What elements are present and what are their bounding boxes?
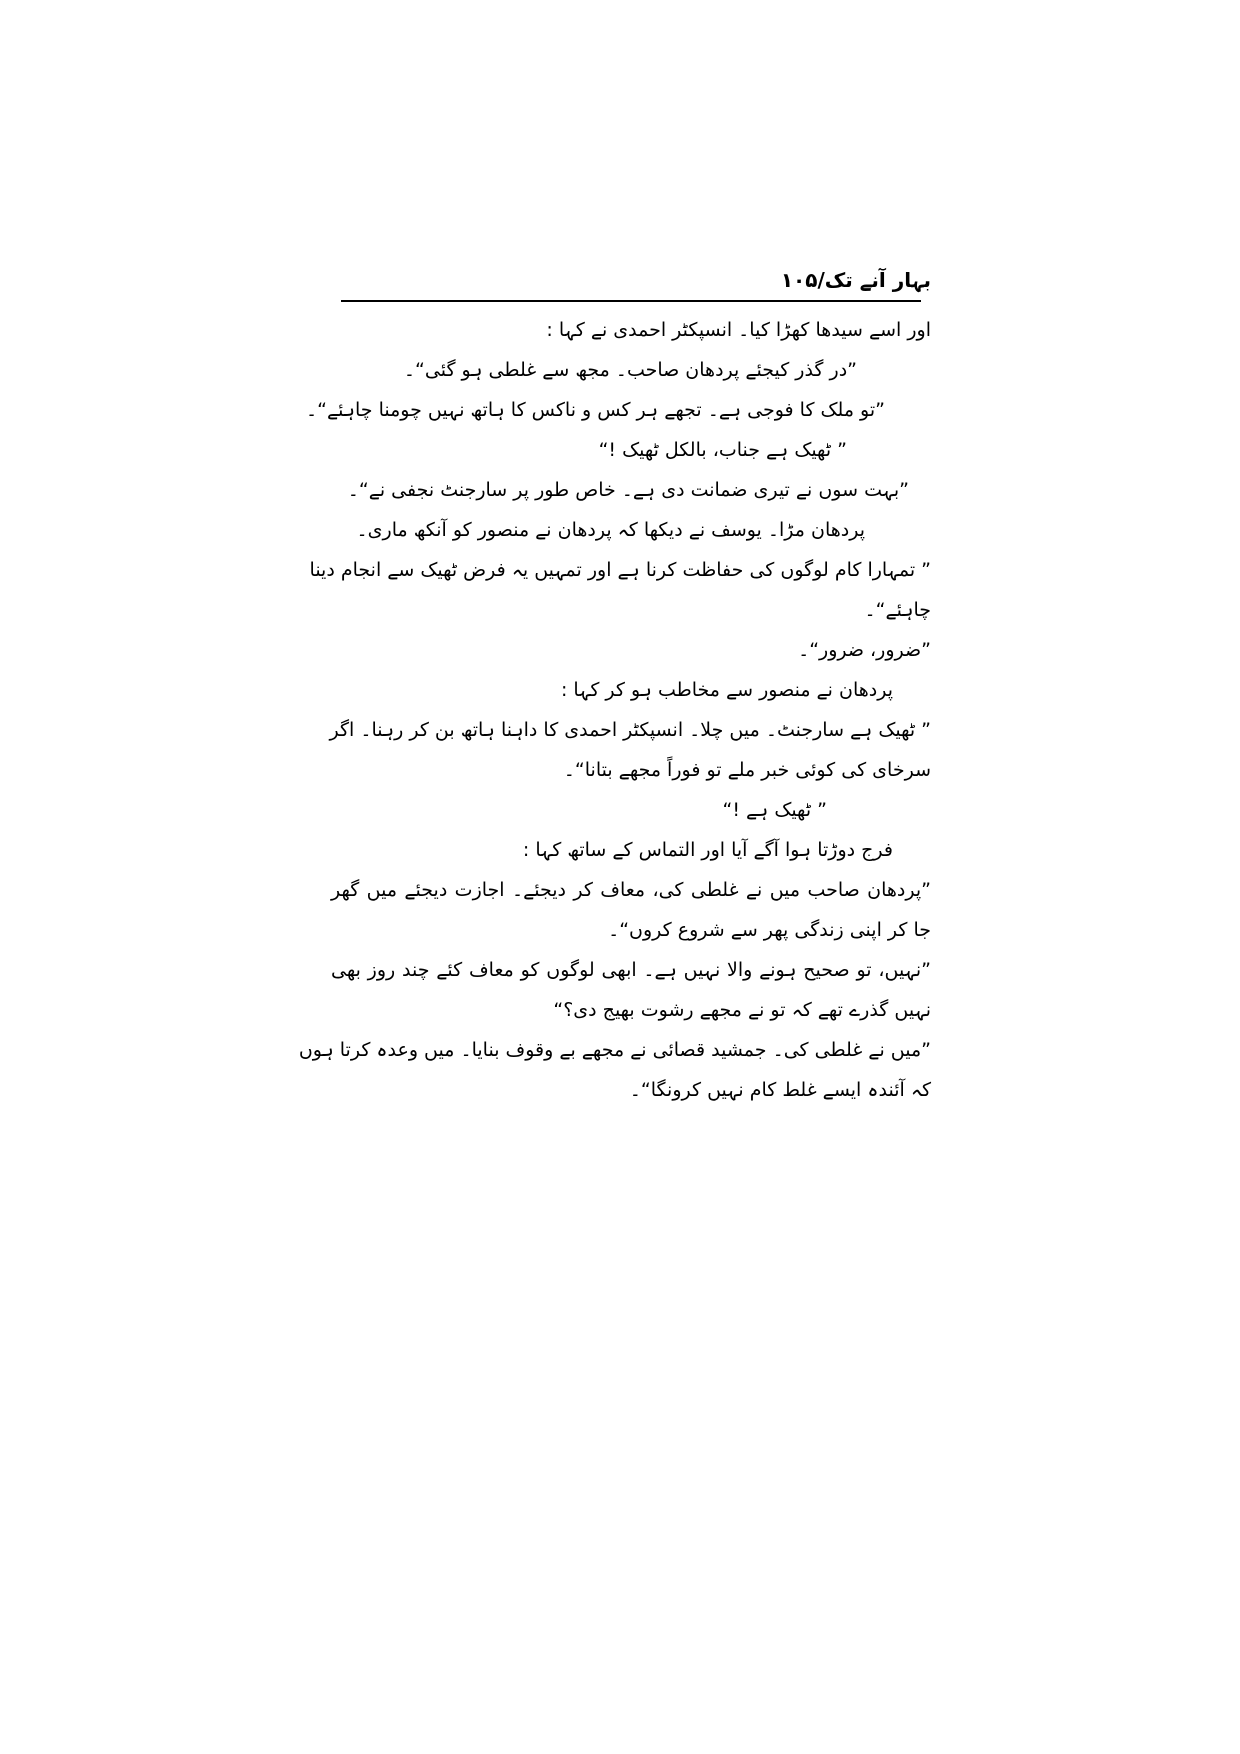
running-header: بہار آنے تک/۱۰۵: [780, 268, 931, 292]
text-line: پردھان مڑا۔ یوسف نے دیکھا کہ پردھان نے منصور کو آنکھ ماری۔: [356, 519, 865, 541]
text-line: ”ضرور، ضرور“۔: [798, 639, 931, 661]
text-line: ”تو ملک کا فوجی ہے۔ تجھے ہر کس و ناکس کا ہاتھ نہیں چومنا چاہئے“۔: [306, 399, 885, 421]
text-line: ” ٹھیک ہے !“: [722, 799, 827, 821]
text-line: کہ آئندہ ایسے غلط کام نہیں کرونگا“۔: [629, 1079, 931, 1101]
text-line: جا کر اپنی زندگی پھر سے شروع کروں“۔: [608, 919, 931, 941]
text-line: ” ٹھیک ہے جناب، بالکل ٹھیک !“: [598, 439, 847, 461]
text-line: ”در گذر کیجئے پردھان صاحب۔ مجھ سے غلطی ہو گئی“۔: [403, 359, 857, 381]
text-line: ”پردھان صاحب میں نے غلطی کی، معاف کر دیجئے۔ اجازت دیجئے میں گھر: [331, 879, 931, 901]
text-line: چاہئے“۔: [864, 599, 931, 621]
text-line: ”میں نے غلطی کی۔ جمشید قصائی نے مجھے بے وقوف بنایا۔ میں وعدہ کرتا ہوں: [298, 1039, 931, 1061]
text-line: ” تمہارا کام لوگوں کی حفاظت کرنا ہے اور تمہیں یہ فرض ٹھیک سے انجام دینا: [309, 559, 931, 581]
text-line: نہیں گذرے تھے کہ تو نے مجھے رشوت بھیج دی؟“: [553, 999, 931, 1021]
text-line: پردھان نے منصور سے مخاطب ہو کر کہا :: [560, 679, 893, 701]
text-line: ”نہیں، تو صحیح ہونے والا نہیں ہے۔ ابھی لوگوں کو معاف کئے چند روز بھی: [331, 959, 931, 981]
text-line: ” ٹھیک ہے سارجنٹ۔ میں چلا۔ انسپکٹر احمدی کا داہنا ہاتھ بن کر رہنا۔ اگر: [329, 719, 931, 741]
text-line: اور اسے سیدھا کھڑا کیا۔ انسپکٹر احمدی نے کہا :: [546, 319, 931, 341]
body-text: [298, 310, 931, 1110]
text-line: ”بہت سوں نے تیری ضمانت دی ہے۔ خاص طور پر سارجنٹ نجفی نے“۔: [347, 479, 909, 501]
header-rule: [341, 300, 921, 302]
text-line: سرخای کی کوئی خبر ملے تو فوراً مجھے بتانا“۔: [563, 759, 931, 781]
text-line: فرج دوڑتا ہوا آگے آیا اور التماس کے ساتھ کہا :: [522, 839, 893, 861]
